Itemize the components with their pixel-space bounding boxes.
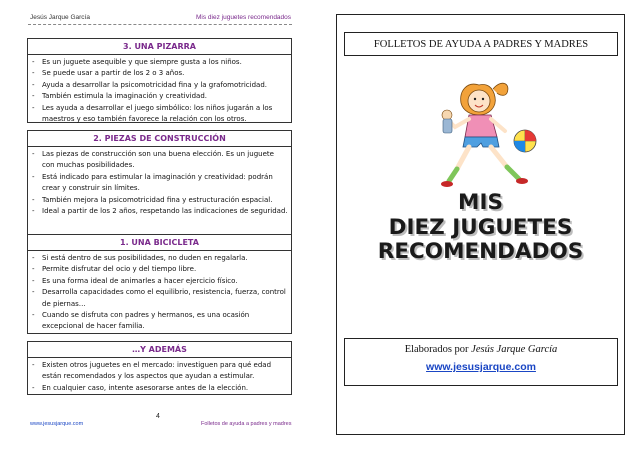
footer-website-link[interactable]: www.jesusjarque.com [30,421,84,427]
cover-title-line-3: RECOMENDADOS [377,239,584,264]
list-item: - Cuando se disfruta con padres y hermanos, es una ocasión excepcional de hacer familia. [32,310,288,333]
list-item: - Permite disfrutar del ocio y del tiempo libre. [32,264,288,275]
credit-line [345,344,617,355]
credit-website-link[interactable]: www.jesusjarque.com [426,361,536,373]
list-item: - Si está dentro de sus posibilidades, no duden en regalarla. [32,253,288,264]
list-item: - Ayuda a desarrollar la psicomotricidad fina y la grafomotricidad. [32,80,288,91]
list-item: - Se puede usar a partir de los 2 o 3 años. [32,68,288,79]
cover-title-line-1: MIS [458,190,503,215]
credit-prefix: Elaborados por [404,344,469,355]
section-title-pizarra: 3. UNA PIZARRA [27,38,292,55]
page-number: 4 [156,413,160,420]
section-box-pizarra [27,54,292,123]
list-item: - Les ayuda a desarrollar el juego simbólico: los niños jugarán a los maestros y eso también favorece la relación con los otros. [32,103,288,126]
credit-author: Jesús Jarque García [471,344,558,355]
list-item: - Es una forma ideal de animarles a hacer ejercicio físico. [32,276,288,287]
header-divider [28,24,292,25]
list-item: - Ideal a partir de los 2 años, respetando las indicaciones de seguridad. [32,206,288,217]
list-item: - En cualquier caso, intente asesorarse antes de la elección. [32,383,288,394]
list-item: - También mejora la psicomotricidad fina y estructuración espacial. [32,195,288,206]
section-title-construccion: 2. PIEZAS DE CONSTRUCCIÓN [27,130,292,147]
credit-box [344,338,618,386]
section-box-construccion [27,146,292,235]
section-box-bicicleta [27,250,292,334]
section-box-ademas [27,357,292,395]
girl-with-toys-illustration [427,71,547,201]
list-item: - Existen otros juguetes en el mercado: investiguen para qué edad están recomendados y los aspectos que ayudan a estimular. [32,360,288,383]
collection-title-box: FOLLETOS DE AYUDA A PADRES Y MADRES [344,32,618,56]
list-item: - Está indicado para estimular la imaginación y creatividad: podrán crear y construir sin límites. [32,172,288,195]
cover-title [337,191,624,265]
list-item: - También estimula la imaginación y creatividad. [32,91,288,102]
footer-collection-name: Folletos de ayuda a padres y madres [201,421,292,427]
header-title: Mis diez juguetes recomendados [196,14,292,21]
header-author: Jesús Jarque García [30,14,90,21]
cover-page [336,14,625,435]
section-title-ademas: …Y ADEMÁS [27,341,292,358]
cover-title-line-2: DIEZ JUGUETES [388,214,573,240]
list-item: - Las piezas de construcción son una buena elección. Es un juguete con muchas posibilidades. [32,149,288,172]
list-item: - Desarrolla capacidades como el equilibrio, resistencia, fuerza, control de piernas… [32,287,288,310]
section-title-bicicleta: 1. UNA BICICLETA [27,234,292,251]
list-item: - Es un juguete asequible y que siempre gusta a los niños. [32,57,288,68]
